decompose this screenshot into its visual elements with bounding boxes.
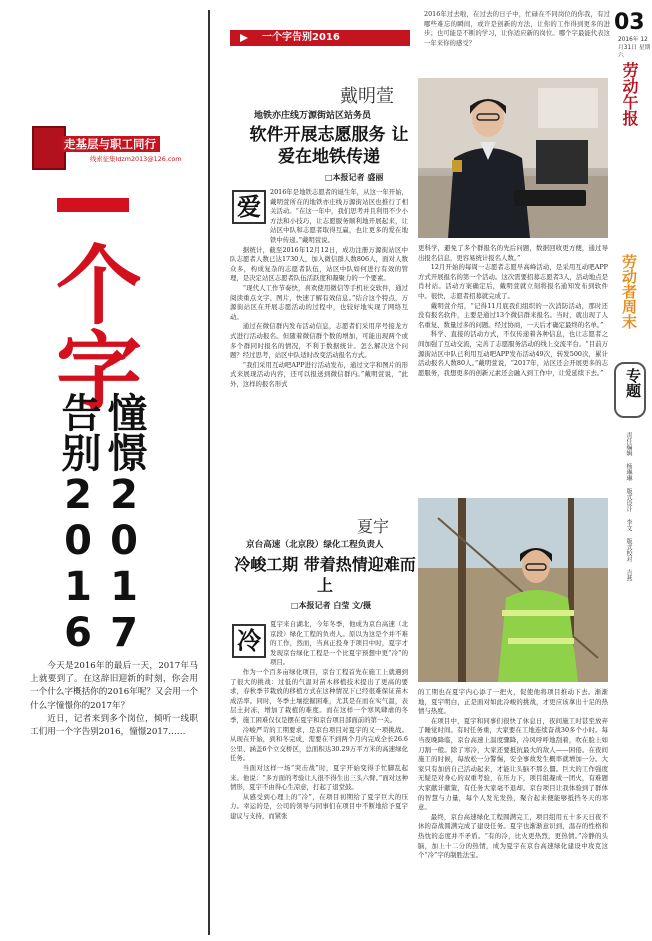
intro-paragraph: 近日，记者来到多个岗位，倾听一线职工们用一个字告别2016，憧憬2017…… bbox=[30, 713, 198, 738]
story1-paragraph: 12月开始的每周一志愿者志愿早高峰活动，是采用互动吧APP方式开展报名的第一个活动。这次需要招募志愿者3人，活动地点是肖村站。活动方案确定后，戴明萱就立刻将报名通知发布到软件中。很快，志愿者招募就完成了。 bbox=[418, 263, 608, 300]
story2-column2 bbox=[418, 688, 608, 936]
big-character-one bbox=[57, 198, 129, 212]
story2-paragraph: 的工期也在夏宇内心添了一把火，促使他将项目推动下去。渐渐地，夏宇明白，正是面对如此冷峻的挑战，才更应该拿出十足的热情与热度。 bbox=[418, 688, 608, 716]
story2-paragraph: 在项目中，夏宇和同事们很快了休息日，夜间施工时甚至放弃了睡觉时间。有时任务重，大家要在工地连续奋战30多个小时。每当夜晚降临，京台高速上温度骤降，冷风呼呼地刮着，吹在脸上如刀割一般。除了寒冷，大家还要抵抗最大的敌人——困倦。在夜间施工的时候，每放松一分警惕，安全事故发生概率就增加一分。大家只有加倍自己活动起来，才能让头脑不那么僵。巨大的工作强度无疑是对身心的双重考验，在压力下，项目组凝成一团火，有难题大家献计献策，有任务大家毫不退却。京台项目让我体验到了群体的智慧与力量，每个人发光发热，聚合起来便能够抵挡冬天的寒意。 bbox=[418, 716, 608, 812]
story2-paragraph: 从感受到心理上的“冷”，在项目初期给了夏宇巨大的压力。幸运的是，公司的领导与同事们在项目中不断地给予夏宇建议与支持，而紧张 bbox=[230, 792, 408, 820]
story1-paragraph: 据统计，截至2016年12月12日，成功注册万源街站区中队志愿者人数已达1730人，加入微信群人数806人，面对人数众多，构成复杂的志愿者队伍，站区中队如何进行有效的管理，是决定站区志愿者队伍活跃度和凝聚力的一个要素。 bbox=[230, 245, 408, 283]
story2-column1 bbox=[230, 620, 408, 936]
station-attendant-photo bbox=[418, 78, 608, 238]
story2-paragraph: 作为一个百多亩绿化项目，京台工程首先在施工上就遇到了很大的挑战：过低的气温对苗木移植技术提出了更高的要求，春秋季节栽放的移植方式在这种情况下已经很难保证苗木成活率。同时，冬季土壤挖掘困难，尤其是在而在实气温，表层土封冻，增加了栽植的难度。而在这样一个寒风肆虐的冬季，施工困难仅仅是摆在夏宇和京台项目部面前的第一关。 bbox=[230, 667, 408, 724]
header-quote: 2016年过去啦，在过去的日子中，忙碌在不同岗位的你我，有过哪些难忘的瞬间，或许是创新的方法，让你的工作得到更多的进步；也可能是不断的学习，让你适应新的岗位。哪个字最能代表这一年来你的感受？ bbox=[424, 10, 610, 47]
story2-paragraph: 夏宇来自湖北，今年冬季，他成为京台高速（北京段）绿化工程的负责人。原以为这是个并不难的工作，然而，当真正投身于项目中时，夏宇才发现京台绿化工程是一个比夏宇预想中更“冷”的项目。 bbox=[270, 620, 408, 667]
arrow-icon bbox=[240, 34, 248, 42]
story1-paragraph: 2016年是地铁志愿者的诞生年，从这一年开始，戴明萱所在的地铁亦庄线万源街站区也推行了相关活动。“在这一年中，我们思考并且利用不少小方法和小技巧，让志愿服务顺利地开展起来，让站区中队和志愿者取得互赢，也让更多的爱在地铁中传递。”戴明萱说。 bbox=[270, 188, 408, 244]
story1-name: 戴明萱 bbox=[340, 86, 394, 107]
intro-paragraph: 今天是2016年的最后一天，2017年马上就要到了。在这辞旧迎新的时刻，你会用一个什么字概括你的2016年呢？又会用一个什么字憧憬你的2017年？ bbox=[30, 661, 198, 711]
story1-role: 地铁亦庄线万源街站区站务员 bbox=[254, 111, 372, 121]
story1-headline: 软件开展志愿服务 让爱在地铁传递 bbox=[249, 125, 409, 167]
story1-paragraph: 戴明萱介绍，“记得11月底我们组织的一次消防活动，那时还没有报名软件，主要是通过13个微信群来报名。当时，就出现了人名重复、数量过多的问题。经过协商，一天后才确定最终的名单。” bbox=[418, 301, 608, 329]
story1-column1 bbox=[230, 188, 408, 488]
story2-headline: 冷峻工期 带着热情迎难而上 bbox=[234, 555, 416, 595]
newspaper-logo: 劳动午报 bbox=[620, 62, 639, 126]
story2-drop-cap: 冷 bbox=[232, 624, 266, 658]
editor-credits: 责任编辑 杨琳琳 版式设计 李文 版式校对 吉燕 bbox=[625, 432, 632, 581]
story2-byline: □本报记者 白莹 文/摄 bbox=[291, 601, 372, 610]
story2-role: 京台高速（北京段）绿化工程负责人 bbox=[246, 540, 384, 550]
story1-column2 bbox=[418, 244, 608, 488]
story2-name: 夏宇 bbox=[357, 517, 390, 536]
landscaping-worker-photo bbox=[418, 498, 608, 682]
intro-text bbox=[30, 660, 198, 739]
page-date: 2016年 12月31日 星期六 bbox=[618, 37, 651, 59]
story1-paragraph: 更科学，避免了多个群报名的先后问题，数据回收更方便，通过导出报名信息，更容易统计报名人数。” bbox=[418, 244, 608, 262]
big-characters: 个字 bbox=[41, 240, 141, 412]
column-title: 走基层与职工同行 bbox=[64, 137, 156, 151]
topic-label: 专题 bbox=[624, 368, 642, 398]
story2-photo bbox=[418, 498, 608, 682]
story1-byline: □本报记者 盛丽 bbox=[325, 173, 384, 182]
column-divider bbox=[208, 10, 210, 935]
feature-title-line1: 憧憬2017 bbox=[101, 392, 147, 656]
story1-paragraph: 通过在微信群内发布活动信息，志愿者们采用序号接龙方式进行活动报名。但随着微信群个数的增加，可能出现两个或多个群同时报名的情况，不利于数据统计。怎么解决这个问题？经过思考，站区中队适时改变活动报名方式。 bbox=[230, 322, 408, 360]
topic-badge bbox=[614, 362, 646, 418]
column-email: 线索征集ldzm2013@126.com bbox=[90, 155, 182, 163]
story1-paragraph: 科学、直接的活动方式，不仅传递着各种信息，也让志愿者之间加强了互动交流，完善了志愿服务活动的线上交流平台。“目前万源街站区中队已利用互动吧APP发布活动49次，转发500次，累计活动报名人数80人。”戴明萱说，“2017年，站区还会开展更多的志愿服务，我想更多的创新元素还会融入到工作中，让爱延续下去。” bbox=[418, 330, 608, 377]
logo-emblem bbox=[32, 126, 66, 170]
story2-paragraph: 最终，京台高速绿化工程圆满完工，项目组用五十多天日夜不休的奋战圆满完成了建设任务。夏宇也渐渐意识到，温存的性格和热忱的态度并不矛盾。“有的冷，比火更热烈，更热情。”冷静的头脑，加上十二分的热情，成为夏宇在京台高速绿化建设中攻克这个“冷”字的制胜法宝。 bbox=[418, 812, 608, 860]
story2-paragraph: 当面对这样一场“突击战”时，夏宇开始变得手忙脚乱起来。他说：“多方面的考验让人很不得生出三头六臂。”面对这种情形，夏宇不由得心生凉意，打起了退堂鼓。 bbox=[230, 763, 408, 792]
page-number: 03 bbox=[614, 10, 645, 35]
section-name: 劳动者周末 bbox=[620, 254, 638, 329]
story2-paragraph: 冷峻严苛的工期要求，是京台项目对夏宇的又一项挑战。从现在开始，到和冬完成，需要在不到两个月内完成全长26.6公里、涵盖6个立交桥区，总面积达30.29万平方米的高速绿化任务。 bbox=[230, 725, 408, 763]
column-logo bbox=[32, 126, 182, 170]
story1-drop-cap: 爱 bbox=[232, 190, 266, 224]
section-tag-label: 一个字告别2016 bbox=[262, 32, 340, 43]
story1-paragraph: “现代人工作节奏快，喜欢使用微信等手机社交软件，通过阅读重点文字、图片，快速了解有效信息。”结合这个特点，万源街站区在开展志愿活动的过程中，也较好地实现了网络互动。 bbox=[230, 283, 408, 321]
story1-photo bbox=[418, 78, 608, 238]
story1-paragraph: “我们采用互动吧APP进行活动发布，通过文字和图片的形式来展现活动内容，还可以报送到微信群内。”戴明萱说，“此外，这样的报名形式 bbox=[230, 360, 408, 388]
section-tag bbox=[230, 30, 410, 46]
feature-title-line2: 告别2016 bbox=[55, 392, 101, 656]
